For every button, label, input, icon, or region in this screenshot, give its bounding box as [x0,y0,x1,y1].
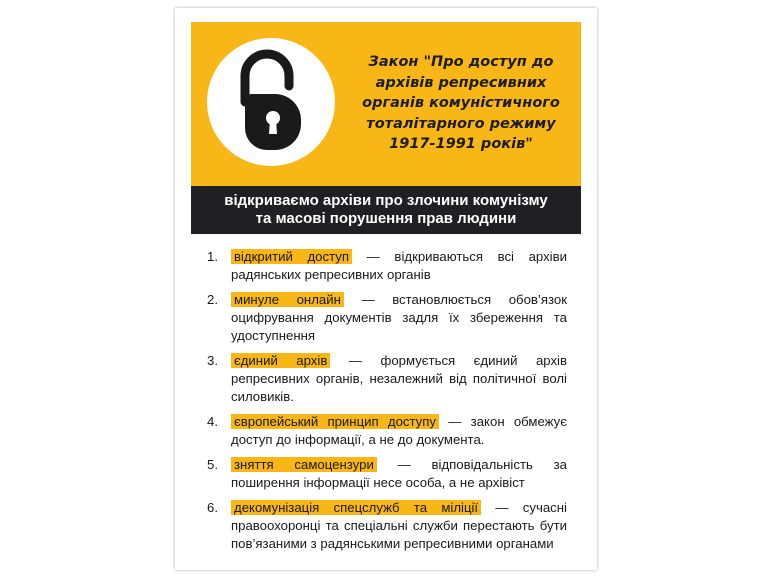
item-text: — відповідальність за поширення інформації несе особа, а не архівіст [231,457,567,490]
highlight-key-term: єдиний архів [231,353,330,368]
list-item [207,291,567,345]
item-body [231,499,567,553]
item-text: — відкриваються всі архіви радянських репресивних органів [231,249,567,282]
list-item [207,352,567,406]
item-number: 2. [207,292,218,307]
highlight-key-term: відкритий доступ [231,249,352,264]
item-number: 4. [207,414,218,429]
item-body [231,248,567,284]
header-banner [191,22,581,186]
subtitle-line: відкриваємо архіви про злочини комунізму [224,192,548,209]
item-number: 3. [207,353,218,368]
subtitle-text [206,192,566,228]
law-title-line: тоталітарного режиму [366,115,556,132]
list-item [207,413,567,449]
item-number: 5. [207,457,218,472]
item-number: 1. [207,249,218,264]
item-text: — закон обмежує доступ до інформації, а не до документа. [231,414,567,447]
subtitle-band [191,186,581,234]
item-text: — формується єдиний архів репресивних органів, незалежний від політичної волі силовиків. [231,353,567,404]
highlight-key-term: минуле онлайн [231,292,344,307]
poster-page [175,8,597,570]
item-body [231,291,567,345]
principles-list [207,248,567,560]
highlight-key-term: зняття самоцензури [231,457,377,472]
highlight-key-term: європейський принцип доступу [231,414,439,429]
item-body [231,413,567,449]
law-title-line: Закон "Про доступ до [368,54,554,70]
highlight-key-term: декомунізація спецслужб та міліції [231,500,481,515]
list-item [207,456,567,492]
item-text: — встановлюється обов’язок оцифрування документів задля їх збереження та удоступнення [231,292,568,343]
item-body [231,456,567,492]
item-text: — сучасні правоохоронці та спеціальні служби перестають бути пов’язаними з радянськими репресивними органами [231,500,567,551]
law-title-line: органів комуністичного [362,95,560,111]
law-title-line: 1917-1991 років" [389,136,533,152]
list-item [207,248,567,284]
subtitle-line: та масові порушення прав людини [255,210,517,227]
item-body [231,352,567,406]
law-title [351,52,571,155]
open-padlock-letter-b-icon [205,36,337,168]
item-number: 6. [207,500,218,515]
list-item [207,499,567,553]
law-title-line: архівів репресивних [375,74,547,91]
